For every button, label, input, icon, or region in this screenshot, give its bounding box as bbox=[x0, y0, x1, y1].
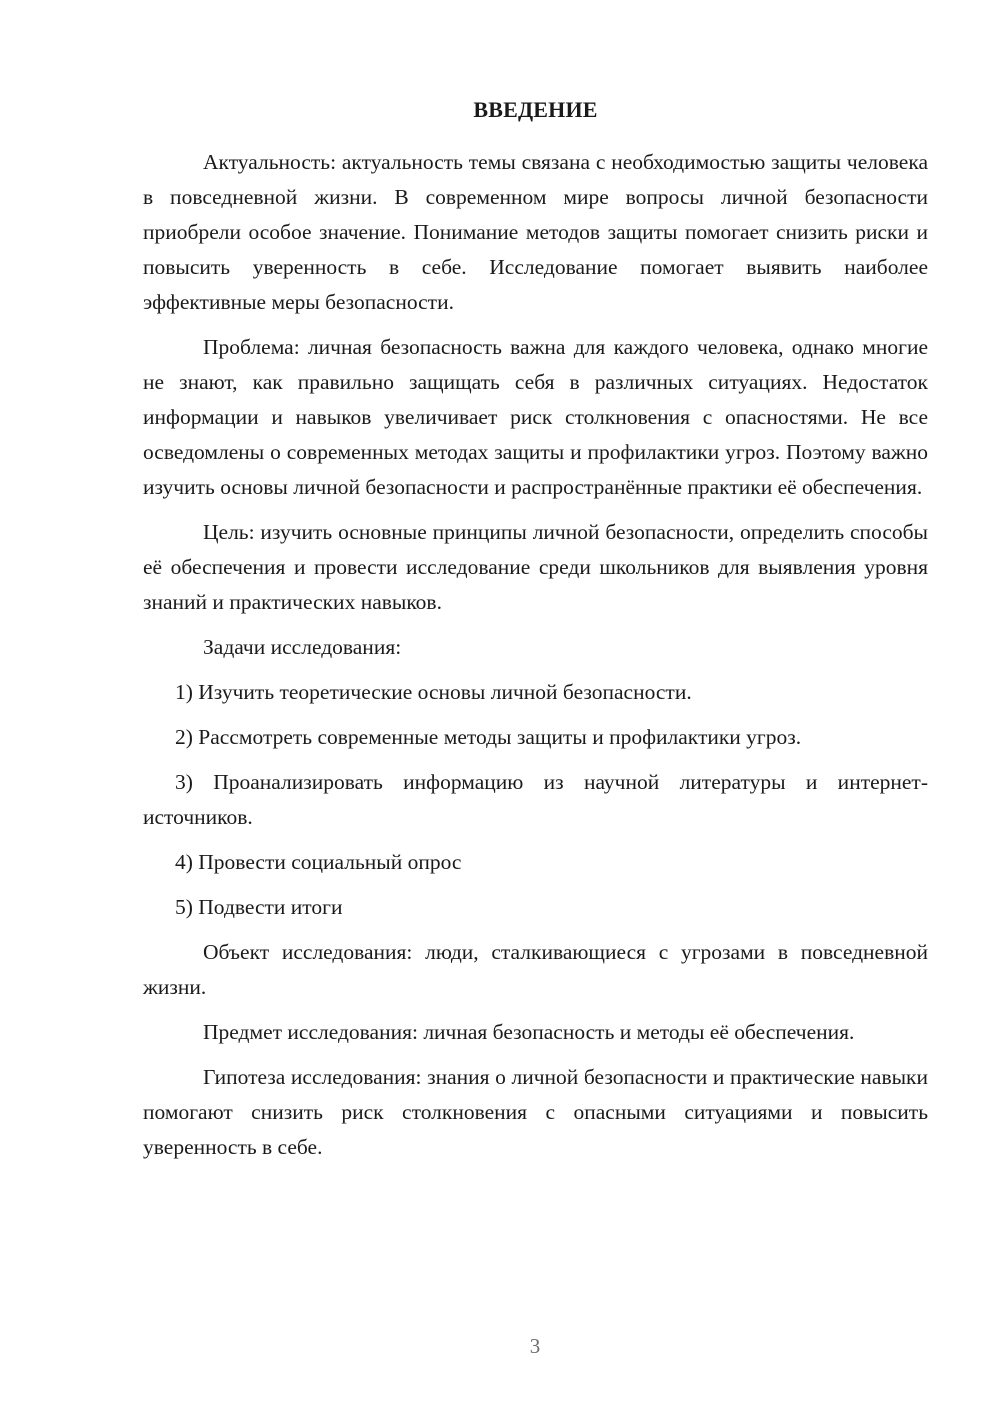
document-body bbox=[143, 95, 928, 1175]
task-item-5: 5) Подвести итоги bbox=[175, 895, 343, 919]
hypothesis-paragraph: Гипотеза исследования: знания о личной безопасности и практические навыки помогают снизить риск столкновения с опасными ситуациями и повысить уверенность в себе. bbox=[143, 1065, 928, 1159]
section-title: ВВЕДЕНИЕ bbox=[473, 97, 598, 122]
object-paragraph: Объект исследования: люди, сталкивающиеся с угрозами в повседневной жизни. bbox=[143, 940, 928, 999]
task-item-4: 4) Провести социальный опрос bbox=[175, 850, 462, 874]
task-item-1: 1) Изучить теоретические основы личной безопасности. bbox=[175, 680, 692, 704]
goal-paragraph: Цель: изучить основные принципы личной безопасности, определить способы её обеспечения и провести исследование среди школьников для выявления уровня знаний и практических навыков. bbox=[143, 520, 928, 614]
task-item-2: 2) Рассмотреть современные методы защиты и профилактики угроз. bbox=[175, 725, 802, 749]
tasks-heading: Задачи исследования: bbox=[203, 635, 402, 659]
relevance-paragraph: Актуальность: актуальность темы связана с необходимостью защиты человека в повседневной жизни. В современном мире вопросы личной безопасности приобрели особое значение. Понимание методов защиты помогает снизить риски и повысить уверенность в себе. Исследование помогает выявить наиболее эффективные меры безопасности. bbox=[143, 150, 928, 314]
page-number: 3 bbox=[529, 1334, 541, 1358]
subject-paragraph: Предмет исследования: личная безопасность и методы её обеспечения. bbox=[203, 1020, 855, 1044]
problem-paragraph: Проблема: личная безопасность важна для каждого человека, однако многие не знают, как правильно защищать себя в различных ситуациях. Недостаток информации и навыков увеличивает риск столкновения с опасностями. Не все осведомлены о современных методах защиты и профилактики угроз. Поэтому важно изучить основы личной безопасности и распространённые практики её обеспечения. bbox=[143, 335, 928, 499]
task-item-3: 3) Проанализировать информацию из научной литературы и интернет-источников. bbox=[143, 770, 928, 829]
